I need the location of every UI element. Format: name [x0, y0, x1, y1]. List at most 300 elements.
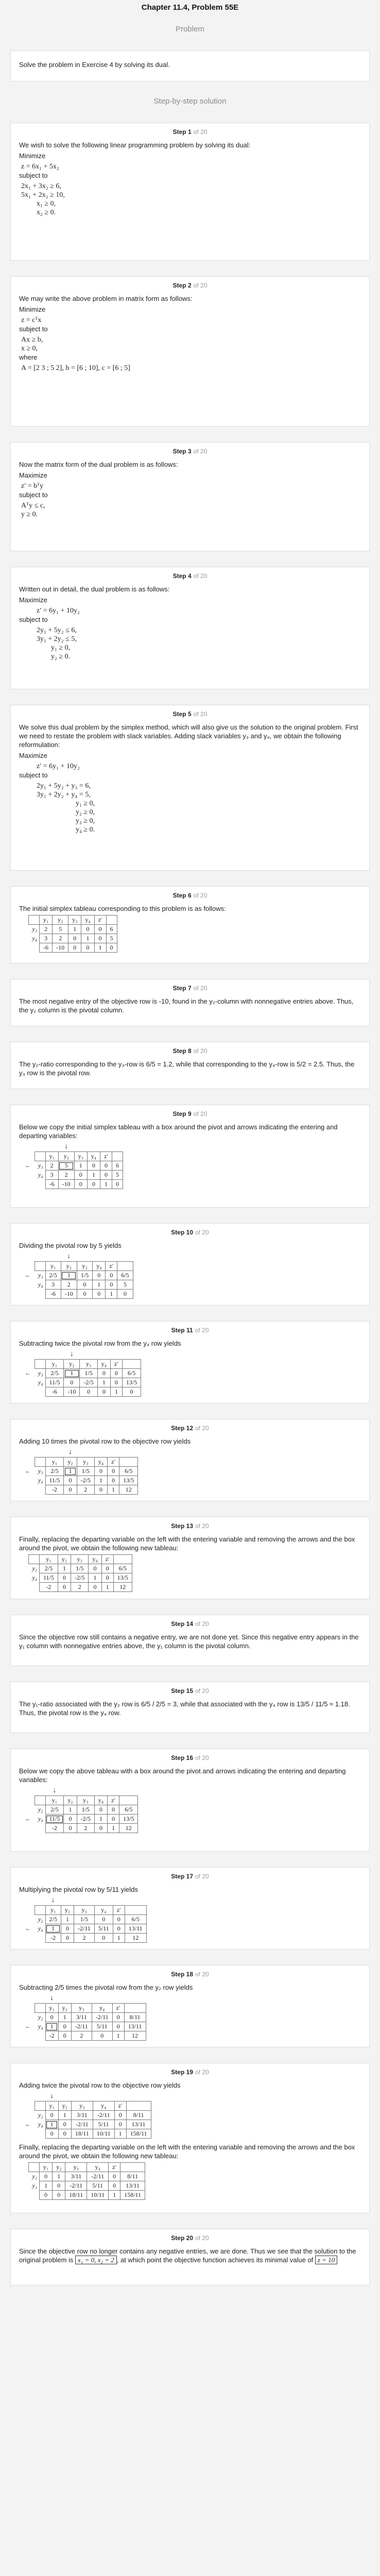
tableau-cell: 1 [89, 1573, 101, 1583]
tableau-row [21, 2120, 151, 2129]
step-header: Step 7 of 20 [172, 985, 208, 992]
tableau-cell: 5 [112, 1171, 123, 1180]
tableau-cell: 6/5 [119, 1805, 138, 1815]
step-text: Multiplying the pivotal row by 5/11 yields [19, 1886, 138, 1893]
tableau-cell: 0 [68, 943, 81, 953]
column-header: y₄ [94, 1458, 107, 1467]
tableau-cell: 1 [40, 2181, 53, 2191]
tableau-row [21, 934, 117, 943]
pivot-cell: 1 [45, 2120, 58, 2129]
tableau-cell [34, 1387, 45, 1397]
tableau-cell: 0 [108, 1467, 119, 1476]
tableau-row [21, 1378, 141, 1387]
tableau-cell: 1 [93, 1280, 106, 1290]
column-header [34, 2102, 45, 2111]
tableau-cell: 5/11 [94, 1924, 113, 1934]
tableau-cell: 0 [87, 1180, 100, 1189]
tableau-row [21, 1564, 132, 1573]
tableau-cell: -6 [45, 1290, 61, 1299]
tableau-cell: 1 [108, 1824, 119, 1833]
column-header: z′ [106, 1262, 117, 1271]
column-header: z′ [114, 2102, 126, 2111]
tableau-cell: 1/5 [74, 1915, 95, 1924]
step-18-card [10, 1965, 370, 2047]
tableau-cell: 0 [64, 1378, 80, 1387]
column-header: y₃ [77, 1796, 94, 1805]
step-15-card [10, 1682, 370, 1733]
tableau-cell: -2 [45, 2031, 58, 2041]
tableau-cell: 12 [119, 1824, 138, 1833]
tableau-cell: 158/11 [126, 2129, 151, 2139]
tableau-cell: 0 [106, 1271, 117, 1280]
objective-function: z = cᵀx [21, 316, 42, 324]
tableau-cell: 6 [106, 925, 117, 934]
tableau-cell: 0 [58, 2031, 71, 2041]
tableau-cell: 5/11 [92, 2022, 112, 2031]
departing-arrow-icon: ← [25, 1467, 31, 1475]
step-11-card [10, 1321, 370, 1403]
tableau-cell [34, 1485, 45, 1495]
tableau-row [21, 1924, 146, 1934]
step-text: We wish to solve the following linear programming problem by solving its dual: [19, 141, 251, 149]
tableau-cell: y₂ [38, 1916, 43, 1923]
tableau-cell [34, 2031, 45, 2041]
constraint: y₁ ≥ 0, [51, 644, 71, 652]
tableau-cell: -6 [40, 943, 53, 953]
tableau-row [21, 1161, 123, 1171]
tableau-cell: 12 [113, 1583, 132, 1592]
step-header: Step 2 of 20 [172, 282, 208, 289]
column-header: y₃ [71, 2102, 93, 2111]
column-header [113, 1555, 132, 1564]
tableau-cell: 0 [122, 1387, 141, 1397]
tableau-cell: 2 [61, 1280, 77, 1290]
step-header: Step 6 of 20 [172, 892, 208, 899]
tableau-cell: 0 [81, 925, 94, 934]
tableau-grid [21, 1786, 138, 1833]
pivot-cell: 1 [45, 1924, 61, 1934]
tableau-cell [29, 2191, 40, 2200]
tableau-cell: 0 [97, 1387, 110, 1397]
departing-arrow-icon: ← [25, 2023, 31, 2030]
step-text: Subtracting twice the pivotal row from the y₄ row yields [19, 1340, 181, 1347]
tableau-row [21, 1915, 146, 1924]
tableau-cell: 0 [93, 1271, 106, 1280]
constraint: y₃ ≥ 0, [76, 817, 95, 825]
tableau-cell: 3 [40, 934, 53, 943]
tableau-cell: 0 [74, 1171, 87, 1180]
step-14-card [10, 1615, 370, 1666]
tableau-cell: 0 [94, 1805, 107, 1815]
step-2-card [10, 276, 370, 427]
chapter-title: Chapter 11.4, Problem 55E [141, 3, 239, 12]
tableau-cell: 11/5 [45, 1378, 64, 1387]
column-header: z′ [108, 1458, 119, 1467]
tableau-cell: 0 [94, 925, 106, 934]
tableau-cell: 6/5 [119, 1467, 138, 1476]
tableau-cell: 0 [109, 2172, 120, 2181]
tableau-cell: 0 [58, 1573, 71, 1583]
tableau-cell: 1 [106, 1290, 117, 1299]
tableau-cell: 1 [58, 1564, 71, 1573]
step-8-card [10, 1042, 370, 1089]
tableau-cell: -10 [64, 1387, 80, 1397]
column-header [34, 1906, 45, 1915]
tableau-cell: 3 [45, 1171, 58, 1180]
step-text: Since the objective row still contains a negative entry, we are not done yet. Since this negative entry appears in the y₁ column with nonnegative entries above, the y₁ column is the pivotal column. [19, 1633, 359, 1650]
tableau-cell: -10 [53, 943, 68, 953]
tableau-row [21, 1476, 138, 1485]
objective-function: z′ = 6y₁ + 10y₂ [37, 762, 80, 770]
departing-arrow-icon: ← [25, 1369, 31, 1377]
step-header: Step 11 of 20 [171, 1327, 209, 1334]
step-10-card [10, 1223, 370, 1306]
tableau-cell: 0 [110, 1369, 122, 1378]
tableau-grid [21, 1142, 123, 1189]
tableau-cell: 2/5 [45, 1467, 64, 1476]
tableau-cell: 1 [112, 2031, 124, 2041]
column-header: y₃ [68, 916, 81, 925]
solution-box: x₁ = 0, x₂ = 2 [75, 2256, 117, 2264]
label-subject-to: subject to [19, 491, 48, 499]
minimum-value-box: z = 10 [315, 2256, 337, 2264]
step-text: Since the objective row no longer contains any negative entries, we are done. Thus we see that the solution to the original problem is x₁ = 0, x₂ = 2 , at which point the objective function achieves its minimal value of z = 10 [19, 2247, 356, 2264]
column-header: y₂ [53, 2163, 65, 2172]
constraint: y₁ ≥ 0, [76, 800, 95, 807]
tableau-cell: 0 [40, 2172, 53, 2181]
tableau-cell: -2 [45, 1824, 64, 1833]
step-3-card [10, 442, 370, 551]
column-header [106, 916, 117, 925]
tableau-cell: 1 [114, 2129, 126, 2139]
step-header: Step 18 of 20 [171, 1971, 209, 1978]
column-header: y₁ [45, 1262, 61, 1271]
column-header [34, 2004, 45, 2013]
tableau-grid [21, 2092, 151, 2139]
column-header: z′ [100, 1152, 112, 1161]
column-header [119, 1458, 138, 1467]
tableau-row [21, 1171, 123, 1180]
step-header: Step 10 of 20 [171, 1229, 209, 1236]
tableau-grid [21, 1994, 146, 2041]
constraint: y ≥ 0. [21, 511, 38, 518]
tableau-cell: 5 [53, 925, 68, 934]
tableau-row [21, 2022, 146, 2031]
column-header: y₃ [65, 2163, 87, 2172]
tableau-cell: 0 [92, 2031, 112, 2041]
tableau-cell: 13/5 [119, 1815, 138, 1824]
tableau-cell: 0 [53, 2181, 65, 2191]
label-minimize: Minimize [19, 152, 46, 160]
step-header: Step 8 of 20 [172, 1047, 208, 1055]
column-header [29, 1555, 40, 1564]
tableau-cell: 0 [100, 1171, 112, 1180]
column-header: y₄ [97, 1360, 110, 1369]
entering-arrow-icon: ↓ [53, 1787, 57, 1794]
tableau-cell: 1/5 [80, 1369, 97, 1378]
column-header: y₁ [45, 2004, 58, 2013]
column-header: y₃ [77, 1458, 94, 1467]
tableau-cell: y₁ [32, 2182, 37, 2189]
tableau-grid [21, 2162, 145, 2200]
tableau-cell: 13/11 [126, 2120, 151, 2129]
tableau-cell: -2/5 [77, 1815, 94, 1824]
column-header: y₂ [64, 1796, 77, 1805]
simplex-tableau [19, 1554, 361, 1592]
tableau-cell: 1 [87, 1171, 100, 1180]
tableau-row [21, 925, 117, 934]
tableau-cell: 1 [113, 1934, 125, 1943]
tableau-cell: 0 [89, 1564, 101, 1573]
column-header: y₄ [89, 1555, 101, 1564]
tableau-cell: 0 [53, 2191, 65, 2200]
tableau-cell: 0 [94, 1485, 107, 1495]
tableau-cell: 6/5 [113, 1564, 132, 1573]
tableau-cell: 1 [109, 2191, 120, 2200]
constraint: 2y₁ + 5y₂ + y₃ = 6, [37, 782, 91, 790]
tableau-cell: y₃ [38, 1467, 43, 1475]
step-header: Step 19 of 20 [171, 2069, 209, 2076]
tableau-cell: 0 [89, 1583, 101, 1592]
tableau-cell: y₃ [38, 1369, 43, 1377]
step-text: Now the matrix form of the dual problem is as follows: [19, 461, 178, 468]
pivot-cell: 1 [45, 2022, 58, 2031]
solution-label: Step-by-step solution [153, 97, 227, 106]
tableau-grid [21, 1448, 138, 1495]
column-header [112, 1152, 123, 1161]
tableau-cell: 0 [110, 1378, 122, 1387]
tableau-cell: 3/11 [71, 2013, 92, 2022]
departing-arrow-icon: ← [25, 1925, 31, 1932]
tableau-row [21, 1815, 138, 1824]
tableau-cell: 0 [77, 1290, 92, 1299]
tableau-cell: 3/11 [65, 2172, 87, 2181]
label-subject-to: subject to [19, 325, 48, 333]
column-header: y₃ [80, 1360, 97, 1369]
step-header: Step 15 of 20 [171, 1687, 209, 1694]
column-header: y₂ [64, 1360, 80, 1369]
tableau-row [21, 1805, 138, 1815]
tableau-cell: 0 [64, 1824, 77, 1833]
simplex-tableau [19, 2092, 361, 2139]
column-header: y₃ [74, 1152, 87, 1161]
tableau-cell: 13/5 [113, 1573, 132, 1583]
tableau-cell: 0 [97, 1369, 110, 1378]
tableau-cell: 6/5 [122, 1369, 141, 1378]
column-header [125, 1906, 146, 1915]
simplex-tableau [19, 1448, 361, 1495]
tableau-cell: 12 [119, 1485, 138, 1495]
tableau-cell: 12 [124, 2031, 146, 2041]
column-header [34, 1796, 45, 1805]
column-header: y₃ [71, 2004, 92, 2013]
tableau-cell: 5 [117, 1280, 133, 1290]
tableau-cell: y₄ [38, 2023, 43, 2030]
tableau-cell [34, 1290, 45, 1299]
simplex-tableau [19, 1896, 361, 1943]
tableau-cell: y₂ [38, 1806, 43, 1814]
constraint: y₂ ≥ 0, [76, 808, 95, 816]
tableau-cell: 0 [106, 943, 117, 953]
pivot-cell: 11/5 [45, 1815, 64, 1824]
tableau-row [21, 1290, 133, 1299]
constraint: 2y₁ + 5y₂ ≤ 6, [37, 626, 77, 634]
tableau-cell: y₂ [38, 2013, 43, 2021]
tableau-cell: 0 [87, 1161, 100, 1171]
tableau-cell: -2 [45, 1934, 61, 1943]
departing-arrow-icon: ← [25, 1162, 31, 1169]
tableau-cell: y₃ [32, 925, 37, 933]
tableau-cell: 18/11 [65, 2191, 87, 2200]
tableau-grid [21, 1252, 133, 1299]
column-header: y₁ [40, 1555, 58, 1564]
tableau-row [21, 1280, 133, 1290]
problem-card [10, 50, 370, 81]
column-header: y₂ [61, 1262, 77, 1271]
step-header: Step 20 of 20 [171, 2234, 209, 2242]
step-19-card [10, 2063, 370, 2213]
column-header: y₃ [71, 1555, 89, 1564]
step-text: The initial simplex tableau corresponding to this problem is as follows: [19, 905, 226, 912]
tableau-cell: 10/11 [87, 2191, 109, 2200]
entering-arrow-icon: ↓ [64, 1143, 68, 1150]
tableau-cell: 0 [58, 2129, 71, 2139]
tableau-cell: 0 [101, 1564, 113, 1573]
column-header: y₂ [53, 916, 68, 925]
tableau-row [21, 2172, 145, 2181]
tableau-cell: -2/5 [71, 1573, 89, 1583]
tableau-cell: -2/11 [65, 2181, 87, 2191]
tableau-cell: 0 [45, 2129, 58, 2139]
tableau-row [21, 943, 117, 953]
tableau-cell: 1 [97, 1378, 110, 1387]
label-subject-to: subject to [19, 771, 48, 779]
column-header: y₁ [40, 2163, 53, 2172]
label-subject-to: subject to [19, 172, 48, 179]
step-text: The y₁-ratio associated with the y₂ row is 6/5 / 2/5 = 3, while that associated with the y₄ row is 13/5 / 11/5 ≈ 1.18. Thus, the pivotal row is the y₄ row. [19, 1700, 350, 1717]
tableau-cell: 2 [71, 2031, 92, 2041]
step-5-card [10, 705, 370, 871]
step-text: Finally, replacing the departing variable on the left with the entering variable and removing the arrows and the box around the pivot, we obtain the following new tableau: [19, 1535, 355, 1552]
column-header [29, 2163, 40, 2172]
label-maximize: Maximize [19, 752, 47, 759]
tableau-cell [34, 1824, 45, 1833]
tableau-cell: 2 [53, 934, 68, 943]
tableau-cell: 1 [108, 1485, 119, 1495]
tableau-cell: 1 [61, 1915, 74, 1924]
constraint: 2x₁ + 3x₂ ≥ 6, [21, 182, 61, 190]
tableau-cell: -2 [45, 1485, 64, 1495]
objective-function: z = 6x₁ + 5x₂ [21, 163, 59, 171]
tableau-cell: 1 [94, 943, 106, 953]
tableau-cell: 0 [108, 1476, 119, 1485]
tableau-row [21, 1180, 123, 1189]
label-where: where [19, 353, 38, 361]
tableau-cell: 0 [58, 1583, 71, 1592]
pivot-cell: 5 [58, 1161, 74, 1171]
tableau-cell: y₂ [38, 2111, 43, 2119]
tableau-cell: 0 [45, 2111, 58, 2120]
tableau-cell: 3 [45, 1280, 61, 1290]
column-header: z′ [94, 916, 106, 925]
tableau-cell: y₃ [38, 1272, 43, 1279]
pivot-cell: 1 [64, 1369, 80, 1378]
tableau-cell: 1 [53, 2172, 65, 2181]
step-text: Below we copy the initial simplex tableau with a box around the pivot and arrows indicating the entering and departing variables: [19, 1123, 338, 1140]
tableau-cell: 0 [106, 1280, 117, 1290]
tableau-cell: 0 [94, 1915, 113, 1924]
step-text: We may write the above problem in matrix form as follows: [19, 295, 193, 302]
entering-arrow-icon: ↓ [50, 1994, 54, 2002]
pivot-cell: 1 [64, 1467, 77, 1476]
entering-arrow-icon: ↓ [67, 1252, 71, 1260]
entering-arrow-icon: ↓ [70, 1350, 74, 1358]
step-text: Finally, replacing the departing variable on the left with the entering variable and removing the arrows and the box around the pivot, we obtain the following new tableau: [19, 2143, 355, 2160]
tableau-row [21, 2013, 146, 2022]
tableau-cell: -2/5 [77, 1476, 94, 1485]
tableau-cell: 5/11 [93, 2120, 114, 2129]
tableau-cell: y₄ [38, 1925, 43, 1932]
tableau-cell: 13/5 [122, 1378, 141, 1387]
departing-arrow-icon: ← [25, 1815, 31, 1822]
column-header: z′ [112, 2004, 124, 2013]
tableau-cell: 2 [74, 1934, 95, 1943]
tableau-cell: 1 [110, 1387, 122, 1397]
tableau-cell: 1/5 [77, 1805, 94, 1815]
tableau-cell: 1 [94, 1476, 107, 1485]
column-header: y₂ [58, 2004, 71, 2013]
step-12-card [10, 1419, 370, 1501]
tableau-row [21, 1369, 141, 1378]
column-header: z′ [108, 1796, 119, 1805]
constraint: 3y₁ + 2y₂ + y₄ = 5, [37, 791, 91, 799]
tableau-cell: 0 [112, 2022, 124, 2031]
column-header: y₁ [45, 2102, 58, 2111]
tableau-cell: 2 [77, 1824, 94, 1833]
tableau-cell: 2/5 [45, 1805, 64, 1815]
simplex-tableau [19, 915, 361, 953]
tableau-cell: -6 [45, 1387, 64, 1397]
tableau-cell: 6/5 [125, 1915, 146, 1924]
column-header: z′ [109, 2163, 120, 2172]
column-header [34, 1458, 45, 1467]
tableau-cell: 1 [58, 2013, 71, 2022]
tableau-cell: y₄ [38, 2121, 43, 2128]
tableau-row [21, 1387, 141, 1397]
tableau-cell: 0 [113, 1924, 125, 1934]
column-header [119, 1796, 138, 1805]
tableau-cell: -2/11 [87, 2172, 109, 2181]
label-minimize: Minimize [19, 306, 46, 313]
column-header [120, 2163, 145, 2172]
step-header: Step 14 of 20 [171, 1620, 209, 1628]
tableau-cell: 2 [58, 1171, 74, 1180]
column-header [117, 1262, 133, 1271]
tableau-cell: 1 [81, 934, 94, 943]
tableau-cell: y₄ [38, 1281, 43, 1288]
column-header: y₁ [45, 1360, 64, 1369]
tableau-cell: 0 [114, 2120, 126, 2129]
step-text: Adding twice the pivotal row to the objective row yields [19, 2081, 181, 2089]
tableau-cell: 12 [125, 1934, 146, 1943]
tableau-row [21, 1573, 132, 1583]
tableau-cell: 0 [58, 2120, 71, 2129]
step-text: Below we copy the above tableau with a box around the pivot and arrows indicating the entering and departing variables: [19, 1767, 346, 1784]
step-text: We solve this dual problem by the simplex method, which will also give us the solution to the original problem. First we need to restate the problem with slack variables. Adding slack variables y₃ and y₄, we obtain the following reformulation: [19, 723, 358, 749]
tableau-grid [21, 1350, 141, 1397]
step-header: Step 4 of 20 [172, 572, 208, 580]
tableau-cell: 2/5 [45, 1271, 61, 1280]
